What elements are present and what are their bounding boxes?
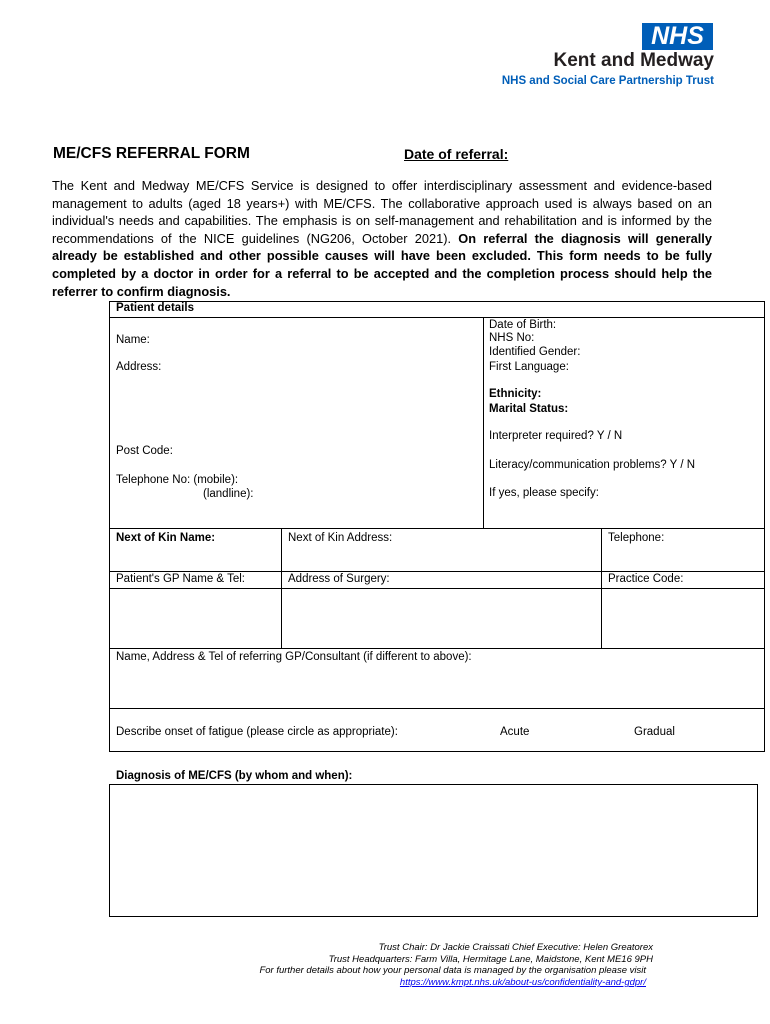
- nhs-no-field-label[interactable]: NHS No:: [489, 332, 535, 344]
- telephone-landline-field-label[interactable]: (landline):: [203, 488, 254, 500]
- intro-paragraph: [52, 177, 712, 300]
- language-field-label[interactable]: First Language:: [489, 361, 569, 373]
- gender-field-label[interactable]: Identified Gender:: [489, 346, 581, 358]
- diagnosis-input-box[interactable]: [109, 784, 758, 917]
- next-of-kin-name-label[interactable]: Next of Kin Name:: [116, 532, 216, 544]
- form-title: ME/CFS REFERRAL FORM: [53, 145, 250, 162]
- if-yes-field-label[interactable]: If yes, please specify:: [489, 487, 599, 499]
- nhs-logo: NHS: [642, 23, 713, 50]
- date-of-referral-label: Date of referral:: [404, 146, 509, 162]
- org-name: Kent and Medway: [553, 50, 714, 71]
- intro-bold-text: On referral the diagnosis will generally already be established and other possible causes will have been excluded. This form needs to be fully completed by a doctor in order for a referral to be accepted and the completion process should help the referrer to confirm diagnosis.: [52, 230, 712, 299]
- onset-gradual-option[interactable]: Gradual: [634, 726, 675, 738]
- ethnicity-field-label[interactable]: Ethnicity:: [489, 388, 542, 400]
- diagnosis-heading: Diagnosis of ME/CFS (by whom and when):: [116, 770, 353, 782]
- next-of-kin-telephone-label[interactable]: Telephone:: [608, 532, 665, 544]
- name-field-label[interactable]: Name:: [116, 334, 150, 346]
- next-of-kin-address-label[interactable]: Next of Kin Address:: [288, 532, 393, 544]
- post-code-field-label[interactable]: Post Code:: [116, 445, 173, 457]
- literacy-field-label[interactable]: Literacy/communication problems? Y / N: [489, 459, 696, 471]
- interpreter-field-label[interactable]: Interpreter required? Y / N: [489, 430, 623, 442]
- footer-data-notice: For further details about how your personal data is managed by the organisation please visit: [259, 965, 646, 976]
- dob-field-label[interactable]: Date of Birth:: [489, 319, 557, 331]
- marital-status-field-label[interactable]: Marital Status:: [489, 403, 569, 415]
- onset-fatigue-label: Describe onset of fatigue (please circle as appropriate):: [116, 726, 398, 738]
- onset-acute-option[interactable]: Acute: [500, 726, 530, 738]
- patient-details-heading: Patient details: [116, 302, 194, 314]
- address-field-label[interactable]: Address:: [116, 361, 162, 373]
- footer-gdpr-link[interactable]: https://www.kmpt.nhs.uk/about-us/confidentiality-and-gdpr/: [399, 977, 646, 988]
- referring-gp-label[interactable]: Name, Address & Tel of referring GP/Consultant (if different to above):: [116, 651, 472, 663]
- practice-code-label[interactable]: Practice Code:: [608, 573, 684, 585]
- footer-chair: Trust Chair: Dr Jackie Craissati Chief Executive: Helen Greatorex: [378, 942, 653, 953]
- org-subtitle: NHS and Social Care Partnership Trust: [501, 75, 714, 87]
- footer-headquarters: Trust Headquarters: Farm Villa, Hermitage Lane, Maidstone, Kent ME16 9PH: [328, 954, 653, 965]
- telephone-mobile-field-label[interactable]: Telephone No: (mobile):: [116, 474, 239, 486]
- intro-text: The Kent and Medway ME/CFS Service is designed to offer interdisciplinary assessment and evidence-based management to adults (aged 18 years+) with ME/CFS. The collaborative approach used is always based on an individual's needs and capabilities. The emphasis is on self-management and rehabilitation and is informed by the recommendations of the NICE guidelines (NG206, October 2021).: [52, 178, 712, 246]
- gp-name-tel-label[interactable]: Patient's GP Name & Tel:: [116, 573, 245, 585]
- surgery-address-label[interactable]: Address of Surgery:: [288, 573, 390, 585]
